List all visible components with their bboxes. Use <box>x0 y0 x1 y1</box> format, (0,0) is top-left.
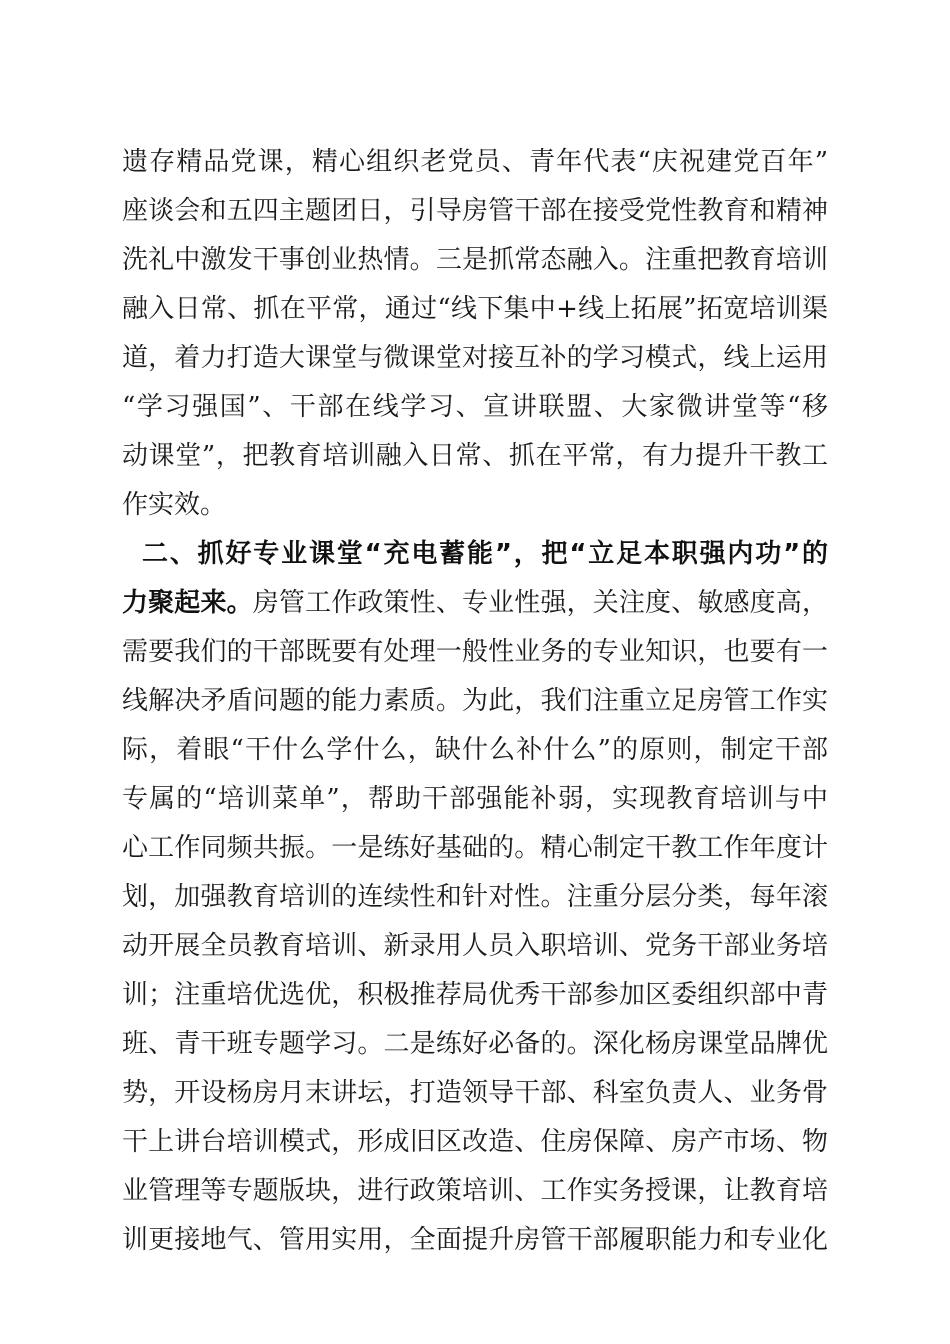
section-heading-tail: 力聚起来。 <box>122 588 253 618</box>
body-text-line: 势，开设杨房月末讲坛，打造领导干部、科室负责人、业务骨 <box>122 1078 828 1108</box>
section-heading: 二、抓好专业课堂“充电蓄能”，把“立足本职强内功”的 <box>142 539 828 569</box>
body-text-line: 训更接地气、管用实用，全面提升房管干部履职能力和专业化 <box>122 1225 828 1255</box>
body-text-line: 心工作同频共振。一是练好基础的。精心制定干教工作年度计 <box>122 833 828 863</box>
body-text-line: 座谈会和五四主题团日，引导房管干部在接受党性教育和精神 <box>122 196 828 226</box>
body-text-line: 专属的“培训菜单”，帮助干部强能补弱，实现教育培训与中 <box>122 784 828 814</box>
body-text-line: 干上讲台培训模式，形成旧区改造、住房保障、房产市场、物 <box>122 1127 828 1157</box>
body-text-line: 道，着力打造大课堂与微课堂对接互补的学习模式，线上运用 <box>122 343 828 373</box>
body-text-line: 划，加强教育培训的连续性和针对性。注重分层分类，每年滚 <box>122 882 828 912</box>
body-text-line: 动课堂”，把教育培训融入日常、抓在平常，有力提升干教工 <box>122 441 828 471</box>
body-text-line: 班、青干班专题学习。二是练好必备的。深化杨房课堂品牌优 <box>122 1029 828 1059</box>
body-text-line: “学习强国”、干部在线学习、宣讲联盟、大家微讲堂等“移 <box>122 392 828 422</box>
body-text-line: 际，着眼“干什么学什么，缺什么补什么”的原则，制定干部 <box>122 735 828 765</box>
body-text-line: 作实效。 <box>122 490 227 520</box>
section-heading-continued <box>122 580 828 626</box>
body-text-line: 动开展全员教育培训、新录用人员入职培训、党务干部业务培 <box>122 931 828 961</box>
body-text-line: 业管理等专题版块，进行政策培训、工作实务授课，让教育培 <box>122 1176 828 1206</box>
body-text-fragment: 房管工作政策性、专业性强，关注度、敏感度高， <box>252 588 828 618</box>
body-text-line: 遗存精品党课，精心组织老党员、青年代表“庆祝建党百年” <box>122 147 828 177</box>
body-text-line: 洗礼中激发干事创业热情。三是抓常态融入。注重把教育培训 <box>122 245 828 275</box>
body-text-line: 需要我们的干部既要有处理一般性业务的专业知识，也要有一 <box>122 637 828 667</box>
body-text-line: 线解决矛盾问题的能力素质。为此，我们注重立足房管工作实 <box>122 686 828 716</box>
body-text-line: 融入日常、抓在平常，通过“线下集中+线上拓展”拓宽培训渠 <box>122 294 828 324</box>
body-text-line: 训；注重培优选优，积极推荐局优秀干部参加区委组织部中青 <box>122 980 828 1010</box>
